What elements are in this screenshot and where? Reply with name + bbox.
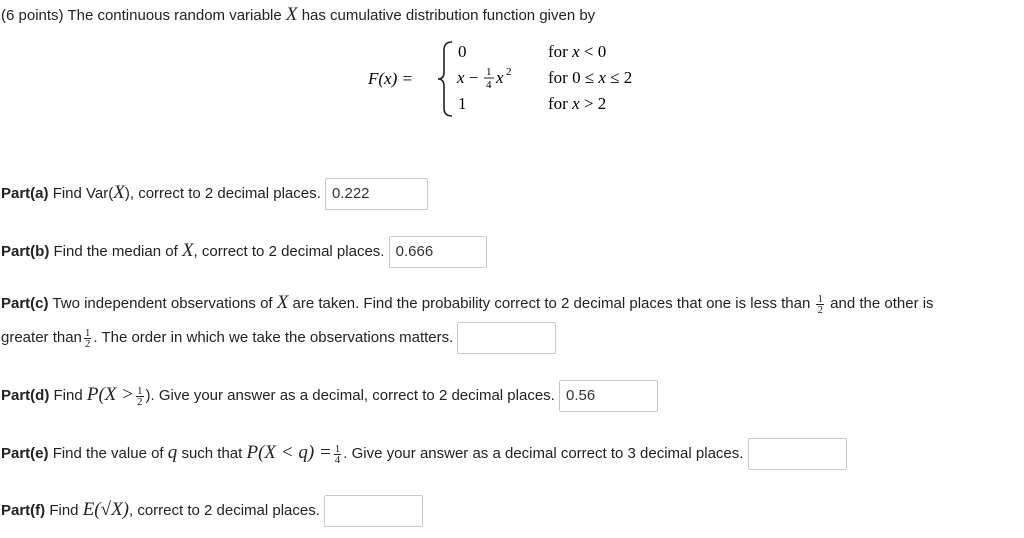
part-b-var: X: [181, 239, 194, 261]
part-c-fraction-1: $\frac{1}{2}$: [817, 292, 823, 316]
part-f-text-2: , correct to 2 decimal places.: [129, 501, 320, 519]
part-a-text-2: ), correct to 2 decimal places.: [124, 184, 321, 202]
header-text: The continuous random variable: [67, 7, 282, 24]
part-c-label: Part(c): [1, 295, 49, 312]
part-f-text-1: Find: [49, 501, 79, 519]
part-b-label: Part(b): [1, 242, 50, 260]
part-e-text-1: Find the value of: [52, 444, 164, 462]
part-a-answer-field[interactable]: 0.222: [325, 178, 428, 210]
part-c-fraction-2: $\frac{1}{2}$: [84, 326, 91, 350]
part-c-text-2: are taken. Find the probability correct to 2 decimal places that one is less than: [292, 295, 811, 312]
part-e-var: q: [167, 441, 178, 463]
part-c-var: X: [276, 292, 289, 313]
part-c-line-2: [1, 322, 556, 354]
part-b-text-1: Find the median of: [53, 242, 178, 260]
part-d-answer-field[interactable]: 0.56: [559, 380, 658, 412]
part-d-text-2: ). Give your answer as a decimal, correct to 2 decimal places.: [145, 386, 555, 404]
random-variable: X: [285, 4, 298, 25]
frac-num: 1: [486, 66, 492, 78]
part-b: [1, 236, 487, 268]
part-c-text-1: Two independent observations of: [52, 295, 273, 312]
part-f-label: Part(f): [1, 501, 46, 519]
header-text-2: has cumulative distribution function given by: [301, 7, 596, 24]
cdf-row-2-x: x: [496, 68, 504, 87]
cdf-row-2-cond: for 0 ≤ x ≤ 2: [548, 68, 633, 87]
cdf-row-3-value: 1: [458, 94, 467, 113]
part-e-answer-field[interactable]: [748, 438, 847, 470]
cdf-row-1-value: 0: [458, 42, 467, 61]
points-label: (6 points): [1, 7, 64, 24]
part-a: [1, 178, 428, 210]
part-e-text-3: . Give your answer as a decimal correct to 3 decimal places.: [343, 444, 744, 462]
part-e-label: Part(e): [1, 444, 49, 462]
cdf-row-2-exp: 2: [506, 66, 512, 78]
part-a-label: Part(a): [1, 184, 49, 202]
part-b-text-2: , correct to 2 decimal places.: [193, 242, 385, 260]
cdf-definition: [368, 36, 688, 122]
part-c-line-1: [1, 292, 934, 315]
part-f-answer-field[interactable]: [324, 495, 423, 527]
part-e: [1, 438, 847, 470]
left-brace: [438, 42, 452, 116]
part-b-answer-field[interactable]: 0.666: [389, 236, 487, 268]
cdf-row-1-cond: for x < 0: [548, 42, 607, 61]
cdf-row-3-cond: for x > 2: [548, 94, 607, 113]
part-c-text-5: . The order in which we take the observations matters.: [93, 328, 454, 346]
part-c-text-3: and the other is: [830, 295, 934, 312]
part-d-fraction: $\frac{1}{2}$: [137, 384, 143, 408]
part-a-var: X: [113, 181, 125, 203]
part-a-text-1: Find Var(: [52, 184, 114, 202]
cdf-row-2-value: x −: [457, 68, 479, 87]
cdf-lhs: F(x) =: [368, 69, 413, 88]
part-f: [1, 495, 423, 527]
question-header: [1, 4, 595, 26]
frac-den: 4: [486, 79, 492, 91]
part-d-text-1: Find: [53, 386, 83, 404]
part-c-answer-field[interactable]: [457, 322, 556, 354]
part-d-label: Part(d): [1, 386, 50, 404]
part-d: [1, 380, 658, 412]
part-f-expr: E(√X): [82, 498, 129, 520]
part-e-fraction: $\frac{1}{4}$: [334, 442, 341, 466]
part-e-text-2: such that: [181, 444, 243, 462]
part-d-expr: P(X >: [86, 383, 134, 405]
part-c-text-4: greater than: [1, 328, 82, 346]
part-e-expr: P(X < q) =: [246, 441, 332, 463]
